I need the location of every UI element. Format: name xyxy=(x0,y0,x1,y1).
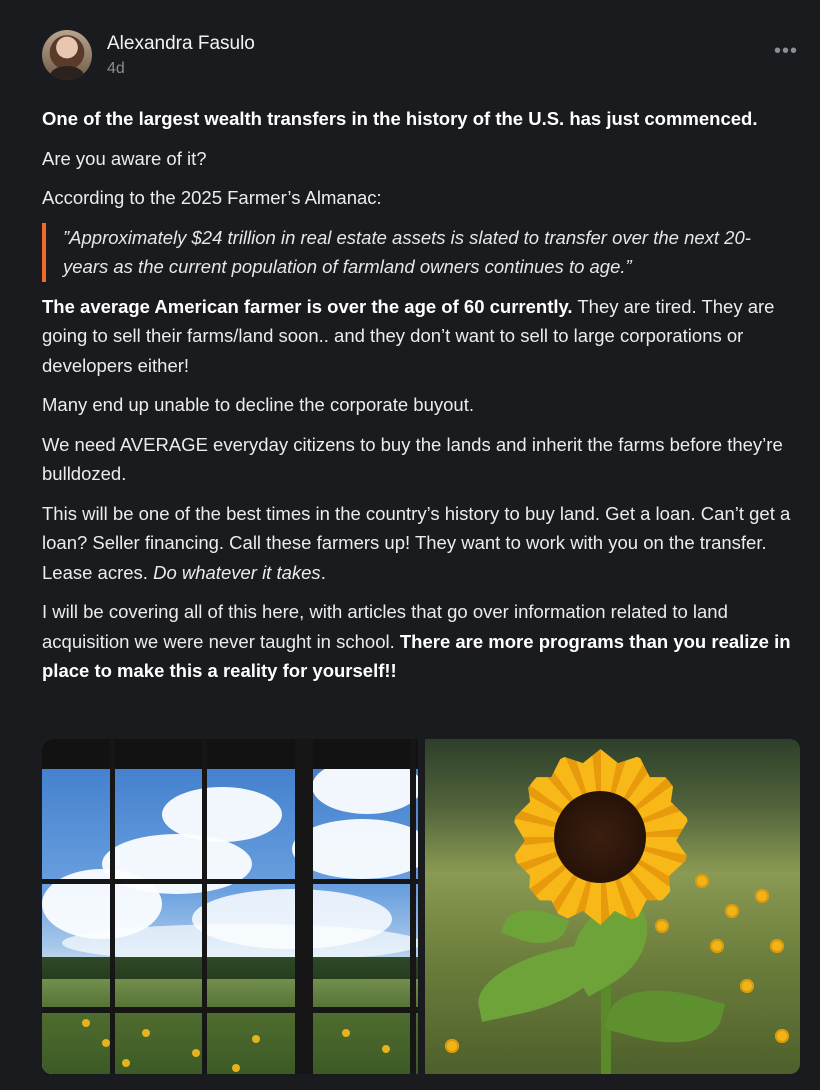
bold-text: There are more programs than you realize in place to make this a reality for yourself!! xyxy=(42,630,791,681)
post-paragraph: We need AVERAGE everyday citizens to buy the lands and inherit the farms before they’re bulldozed. xyxy=(42,433,783,484)
more-options-icon[interactable]: ••• xyxy=(773,40,798,62)
blockquote: ”Approximately $24 trillion in real estate assets is slated to transfer over the next 20-years as the current population of farmland owners continues to age.” xyxy=(42,223,792,282)
post-paragraph: Many end up unable to decline the corporate buyout. xyxy=(42,394,474,415)
post-paragraph xyxy=(42,499,792,588)
avatar[interactable] xyxy=(42,30,92,80)
post-paragraph xyxy=(42,597,792,686)
paragraph-text: This will be one of the best times in the country’s history to buy land. Get a loan. Can’t get a loan? Seller financing. Call these farmers up! They want to work with you on the transfer. Lease acres. xyxy=(42,502,791,583)
author-name[interactable]: Alexandra Fasulo xyxy=(107,33,255,54)
window-sky-photo[interactable] xyxy=(42,739,418,1074)
paragraph-text: . xyxy=(320,561,326,583)
bold-text: The average American farmer is over the age of 60 currently. xyxy=(42,295,573,317)
post-timestamp: 4d xyxy=(107,60,125,77)
post-paragraph xyxy=(42,292,792,381)
post-body xyxy=(42,104,792,696)
post-paragraph: Are you aware of it? xyxy=(42,147,207,169)
post-paragraph: According to the 2025 Farmer’s Almanac: xyxy=(42,187,382,208)
post-header xyxy=(42,30,255,80)
post-meta xyxy=(107,32,255,78)
image-gallery xyxy=(42,739,800,1074)
post-headline: One of the largest wealth transfers in the history of the U.S. has just commenced. xyxy=(42,108,758,129)
sunflower-photo[interactable] xyxy=(425,739,801,1074)
paragraph-text: I will be covering all of this here, with articles that go over information related to land acquisition we were never taught in school. xyxy=(42,601,728,652)
italic-text: Do whatever it takes xyxy=(153,561,321,583)
paragraph-text: They are tired. They are going to sell their farms/land soon.. and they don’t want to sell to large corporations or developers either! xyxy=(42,295,775,376)
